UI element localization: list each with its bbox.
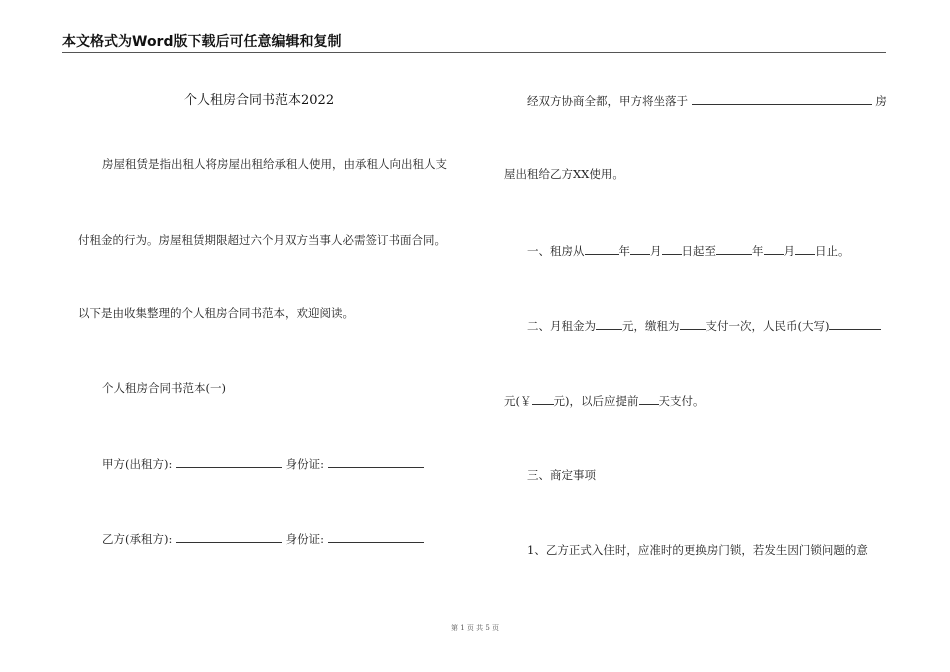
end-month-blank [764,243,784,255]
start-month-blank [630,243,650,255]
party-b-name-blank [176,531,282,543]
party-b-row [102,531,424,546]
item-3-heading: 三、商定事项 [527,468,596,482]
paragraph-intro-line1: 房屋租赁是指出租人将房屋出租给承租人使用，由承租人向出租人支 [102,157,447,171]
rent-amount-row2 [504,393,705,408]
advance-days-blank [639,393,659,405]
pay-cycle-blank [680,318,706,330]
end-day-blank [795,243,815,255]
end-year-blank [716,243,752,255]
item-3-1-text: 1、乙方正式入住时，应准时的更换房门锁，若发生因门锁问题的意 [527,543,868,557]
section-title-sample-1: 个人租房合同书范本(一) [102,381,226,395]
advance-label: 元)，以后应提前 [553,394,639,408]
rent-amount-row [527,318,881,333]
document-title: 个人租房合同书范本2022 [184,93,335,108]
day-from-label: 日起至 [681,244,716,258]
rent-yuan-label: 元，缴租为 [622,319,680,333]
start-day-blank [662,243,682,255]
party-a-id-label: 身份证: [285,457,325,471]
party-a-row [102,456,424,471]
rmb-number-blank [532,393,554,405]
page-number-footer: 第 1 页 共 5 页 [450,624,500,632]
rmb-symbol-label: 元(￥ [504,394,532,408]
day-to-label: 日止。 [815,244,850,258]
party-a-name-blank [176,456,282,468]
days-pay-label: 天支付。 [658,394,705,408]
rent-amount-blank [596,318,622,330]
download-notice-header: 本文格式为Word版下载后可任意编辑和复制 [62,34,886,53]
pay-once-label: 支付一次，人民币(大写) [705,319,830,333]
start-year-blank [585,243,619,255]
rent-amount-prefix: 二、月租金为 [527,319,596,333]
rent-period-prefix: 一、租房从 [527,244,585,258]
year-label-2: 年 [752,244,764,258]
agreement-text-end: 房 [875,94,887,108]
party-a-id-blank [328,456,424,468]
party-b-id-label: 身份证: [285,532,325,546]
party-b-id-blank [328,531,424,543]
paragraph-reading-note: 以下是由收集整理的个人租房合同书范本，欢迎阅读。 [78,306,354,320]
year-label: 年 [618,244,630,258]
rent-period-row [527,243,850,258]
agreement-text: 经双方协商全都，甲方将坐落于 [527,94,688,108]
paragraph-intro-line2: 付租金的行为。房屋租赁期限超过六个月双方当事人必需签订书面合同。 [78,233,446,247]
month-label: 月 [650,244,662,258]
agreement-line2: 屋出租给乙方XX使用。 [504,167,624,181]
party-b-label: 乙方(承租方): [102,532,173,546]
property-address-blank [692,93,872,105]
agreement-line1 [527,93,887,108]
month-label-2: 月 [783,244,795,258]
rmb-capital-blank [829,318,881,330]
party-a-label: 甲方(出租方): [102,457,173,471]
